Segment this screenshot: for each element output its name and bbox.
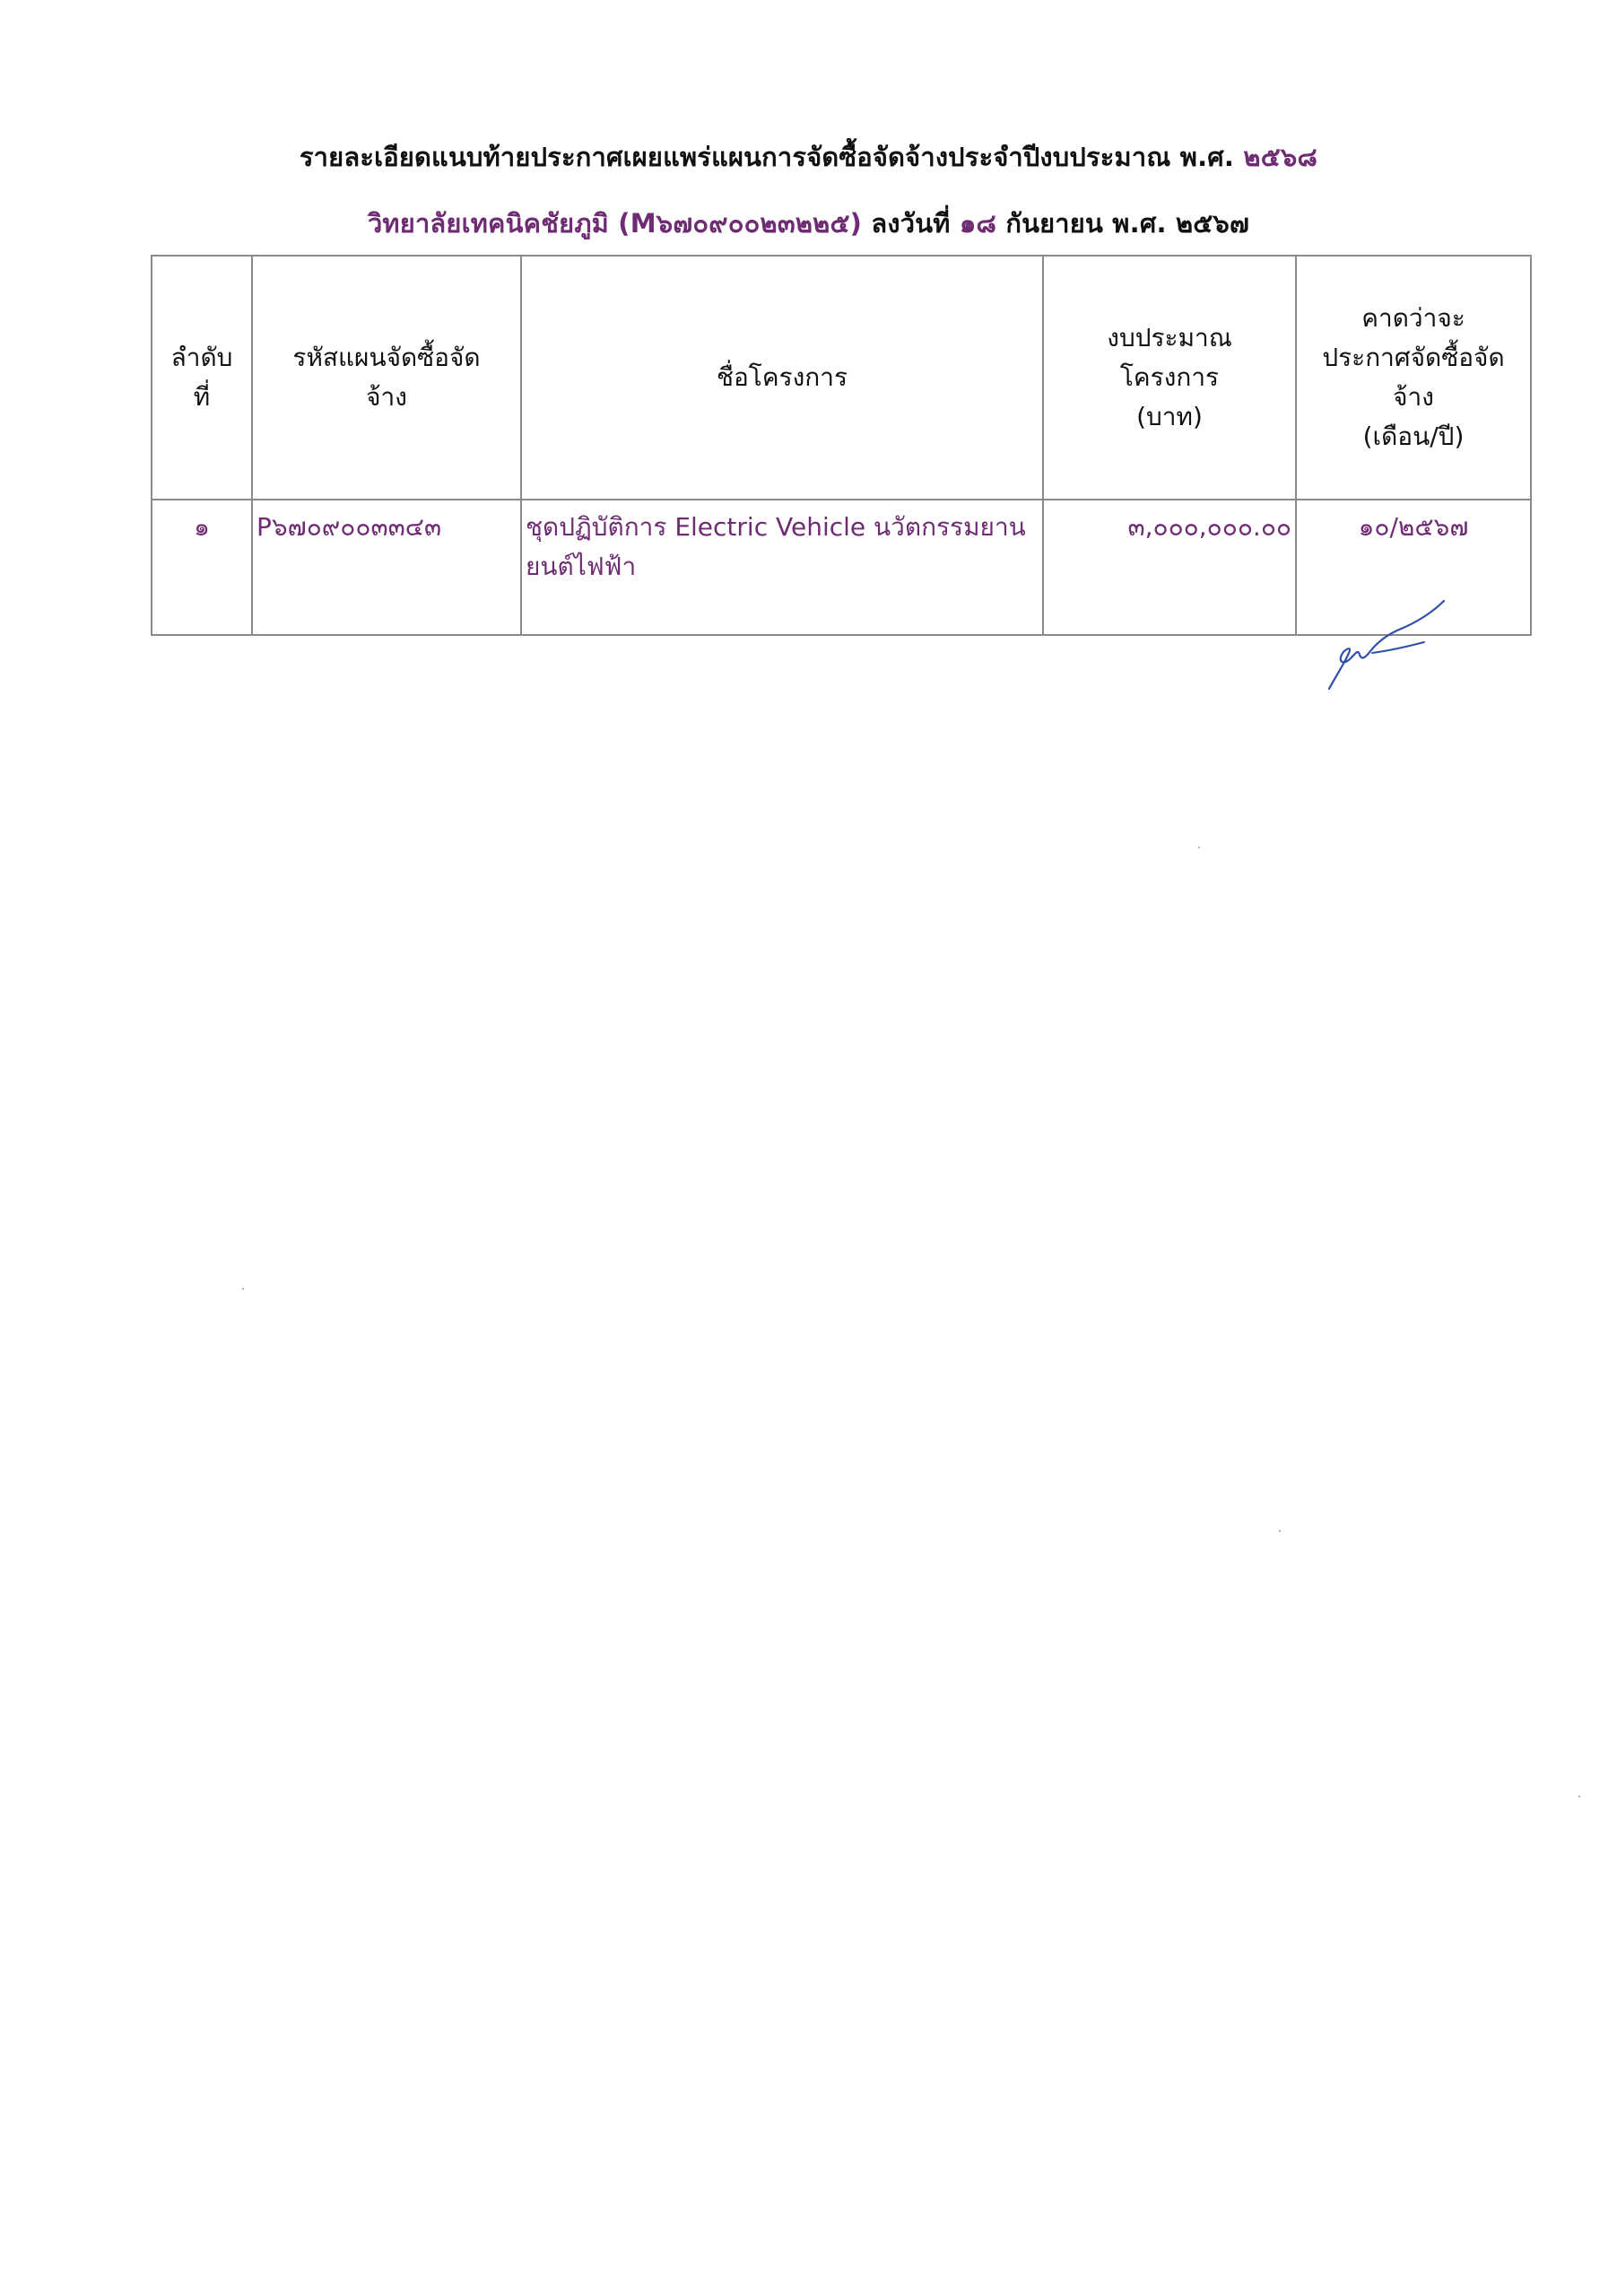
header-plan-code-line: รหัสแผนจัดซื้อจัด [292,343,481,372]
header-budget [1043,256,1296,500]
header-no-line: ที่ [193,382,211,412]
header-announce-line: จ้าง [1393,382,1434,412]
header-budget-line: งบประมาณ [1107,323,1232,352]
date-suffix: กันยายน พ.ศ. ๒๕๖๗ [1005,208,1250,239]
header-plan-code [252,256,521,500]
header-announce-line: (เดือน/ปี) [1362,422,1465,451]
cell-project-name: ชุดปฏิบัติการ Electric Vehicle นวัตกรรมยานยนต์ไฟฟ้า [521,500,1043,635]
scan-speck [242,1288,244,1290]
header-no [152,256,252,500]
organization-name: วิทยาลัยเทคนิคชัยภูมิ (M๖๗๐๙๐๐๒๓๒๒๕) [367,208,863,239]
scan-speck [1578,1796,1580,1797]
document-title [0,136,1617,178]
scan-speck [1279,1530,1281,1532]
header-budget-line: (บาท) [1136,402,1203,431]
scan-speck [1198,847,1200,848]
date-day: ๑๘ [959,208,997,239]
header-no-line: ลำดับ [170,343,233,372]
header-announce-line: ประกาศจัดซื้อจัด [1322,343,1505,372]
header-expected-announce [1296,256,1531,500]
header-project-name-line: ชื่อโครงการ [716,362,848,392]
table-header-row [152,256,1531,500]
header-announce-line: คาดว่าจะ [1361,303,1465,333]
cell-plan-code: P๖๗๐๙๐๐๓๓๔๓ [252,500,521,635]
header-project-name [521,256,1043,500]
date-prefix: ลงวันที่ [871,208,951,239]
cell-announce-date: ๑๐/๒๕๖๗ [1296,500,1531,635]
document-subtitle [0,203,1617,244]
cell-budget: ๓,๐๐๐,๐๐๐.๐๐ [1043,500,1296,635]
header-plan-code-line: จ้าง [366,382,407,412]
fiscal-year: ๒๕๖๘ [1243,142,1318,172]
procurement-plan-table [151,255,1532,636]
cell-no: ๑ [152,500,252,635]
signature-image [1318,599,1453,698]
title-text: รายละเอียดแนบท้ายประกาศเผยแพร่แผนการจัดซื้อจัดจ้างประจำปีงบประมาณ พ.ศ. [299,142,1235,172]
header-budget-line: โครงการ [1119,362,1220,392]
